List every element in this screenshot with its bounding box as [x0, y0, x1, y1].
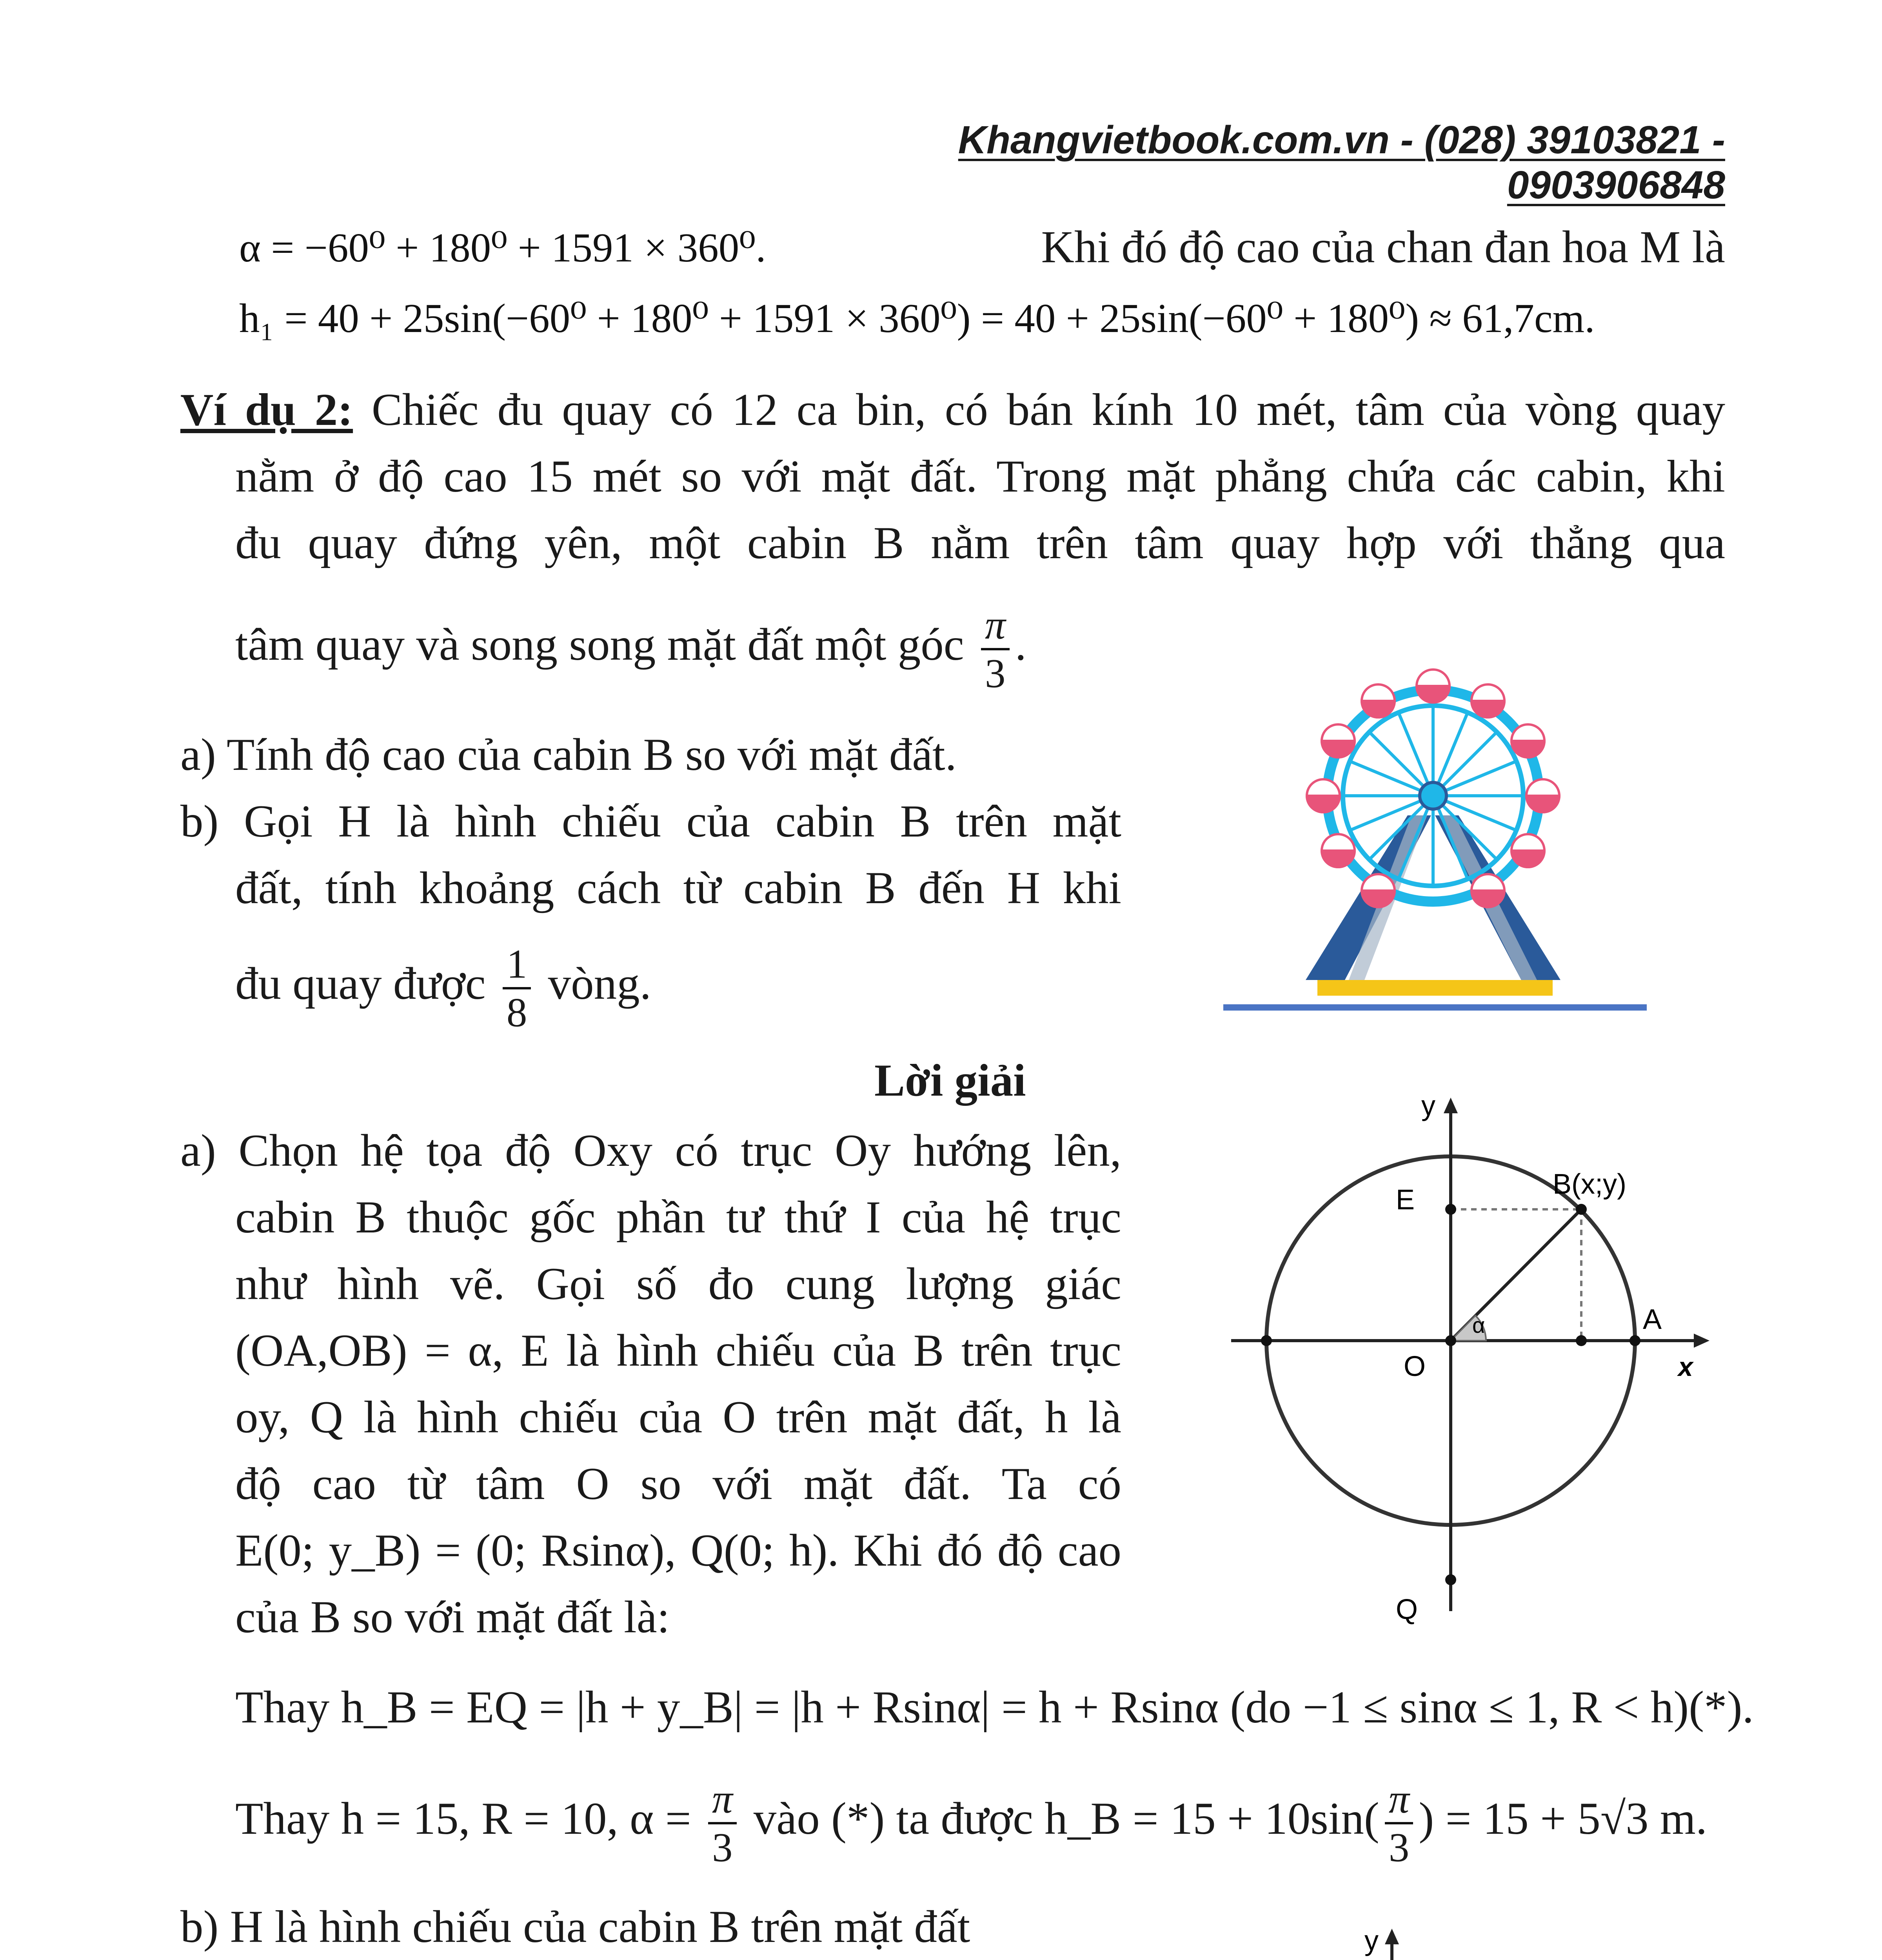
- a10-fraction: [708, 1776, 737, 1871]
- base-platform: [1317, 980, 1553, 996]
- question-b-line1: b) Gọi H là hình chiếu của cabin B trên mặt: [180, 796, 1121, 847]
- solution-a-line4: (OA,OB) = α, E là hình chiếu của B trên trục: [235, 1325, 1121, 1376]
- fig1-O-label: O: [1404, 1351, 1426, 1382]
- angle-den: 3: [985, 650, 1006, 696]
- qb-frac-den: 8: [506, 989, 527, 1035]
- example2-line3: đu quay đứng yên, một cabin B nằm trên tâm quay hợp với thẳng qua: [235, 518, 1725, 568]
- fig1-B-label: B(x;y): [1553, 1169, 1626, 1200]
- a10-mid: vào (*) ta được h_B = 15 + 10sin(: [753, 1793, 1379, 1844]
- wheel-hub: [1420, 782, 1446, 809]
- example2-line2: nằm ở độ cao 15 mét so với mặt đất. Trong mặt phẳng chứa các cabin, khi: [235, 451, 1725, 502]
- qb-frac-num: 1: [503, 941, 531, 989]
- solution-b-line1: b) H là hình chiếu của cabin B trên mặt đất: [180, 1902, 970, 1952]
- example2-label: Ví dụ 2:: [180, 385, 353, 435]
- fig1-A-label: A: [1643, 1304, 1662, 1335]
- fig1-Q-label: Q: [1396, 1594, 1418, 1625]
- alpha-equation: α = −60⁰ + 180⁰ + 1591 × 360⁰.: [239, 225, 766, 270]
- solution-a-line3: như hình vẽ. Gọi số đo cung lượng giác: [235, 1259, 1121, 1309]
- angle-num: π: [981, 602, 1010, 650]
- example2-text1: Chiếc đu quay có 12 ca bin, có bán kính 10 mét, tâm của vòng quay: [371, 385, 1725, 435]
- h1-equation: h₁ = 40 + 25sin(−60⁰ + 180⁰ + 1591 × 360⁰) = 40 + 25sin(−60⁰ + 180⁰) ≈ 61,7cm.: [239, 295, 1595, 341]
- fig1-alpha-label: α: [1472, 1313, 1485, 1338]
- prev-text: Khi đó độ cao của chan đan hoa M là: [1041, 222, 1725, 272]
- a10-num: π: [708, 1776, 737, 1824]
- solution-a-line9: Thay h_B = EQ = |h + y_B| = |h + Rsinα| = h + Rsinα (do −1 ≤ sinα ≤ 1, R < h)(*).: [235, 1682, 1754, 1733]
- example2-line1: [180, 376, 1725, 444]
- example2-text4: tâm quay và song song mặt đất một góc: [235, 619, 964, 670]
- question-a: a) Tính độ cao của cabin B so với mặt đất.: [180, 730, 957, 780]
- solution-a-line6: độ cao từ tâm O so với mặt đất. Ta có: [235, 1459, 1121, 1509]
- solution-a-line7: E(0; y_B) = (0; Rsinα), Q(0; h). Khi đó độ cao: [235, 1525, 1121, 1576]
- ferris-wheel-illustration: [1215, 666, 1686, 1027]
- a10-fraction2: [1385, 1776, 1413, 1871]
- question-b-line3: [235, 941, 1121, 1036]
- qb-text3: đu quay được: [235, 958, 486, 1009]
- a10-pre: Thay h = 15, R = 10, α =: [235, 1793, 691, 1844]
- a10-num2: π: [1385, 1776, 1413, 1824]
- fig1-y-label: y: [1421, 1090, 1435, 1122]
- solution-a-line8: của B so với mặt đất là:: [235, 1592, 670, 1642]
- example2-line4: [235, 602, 1372, 697]
- angle-suffix: .: [1015, 619, 1026, 670]
- a10-post: ) = 15 + 5√3 m.: [1419, 1793, 1708, 1844]
- solution-a-line1: a) Chọn hệ tọa độ Oxy có trục Oy hướng lên,: [180, 1125, 1121, 1176]
- question-b-line2: đất, tính khoảng cách từ cabin B đến H khi: [235, 863, 1121, 913]
- solution-a-line2: cabin B thuộc gốc phần tư thứ I của hệ trục: [235, 1192, 1121, 1243]
- angle-fraction: [981, 602, 1010, 697]
- solution-title: Lời giải: [874, 1055, 1026, 1106]
- coordinate-figure-1: [1215, 1090, 1725, 1639]
- a10-den: 3: [712, 1824, 733, 1870]
- coordinate-figure-2: [1176, 1921, 1686, 1960]
- qb-fraction: [503, 941, 531, 1036]
- a10-den2: 3: [1388, 1824, 1410, 1870]
- website-header: Khangvietbook.com.vn - (028) 39103821 - 0903906848: [958, 118, 1725, 207]
- solution-a-line5: oy, Q là hình chiếu của O trên mặt đất, h là: [235, 1392, 1121, 1443]
- solution-a-line10: [235, 1776, 1725, 1871]
- fig1-E-label: E: [1396, 1184, 1415, 1216]
- fig2-y-label: y: [1364, 1925, 1379, 1956]
- fig1-x-label: x: [1678, 1352, 1693, 1382]
- qb-text3-end: vòng.: [548, 958, 651, 1009]
